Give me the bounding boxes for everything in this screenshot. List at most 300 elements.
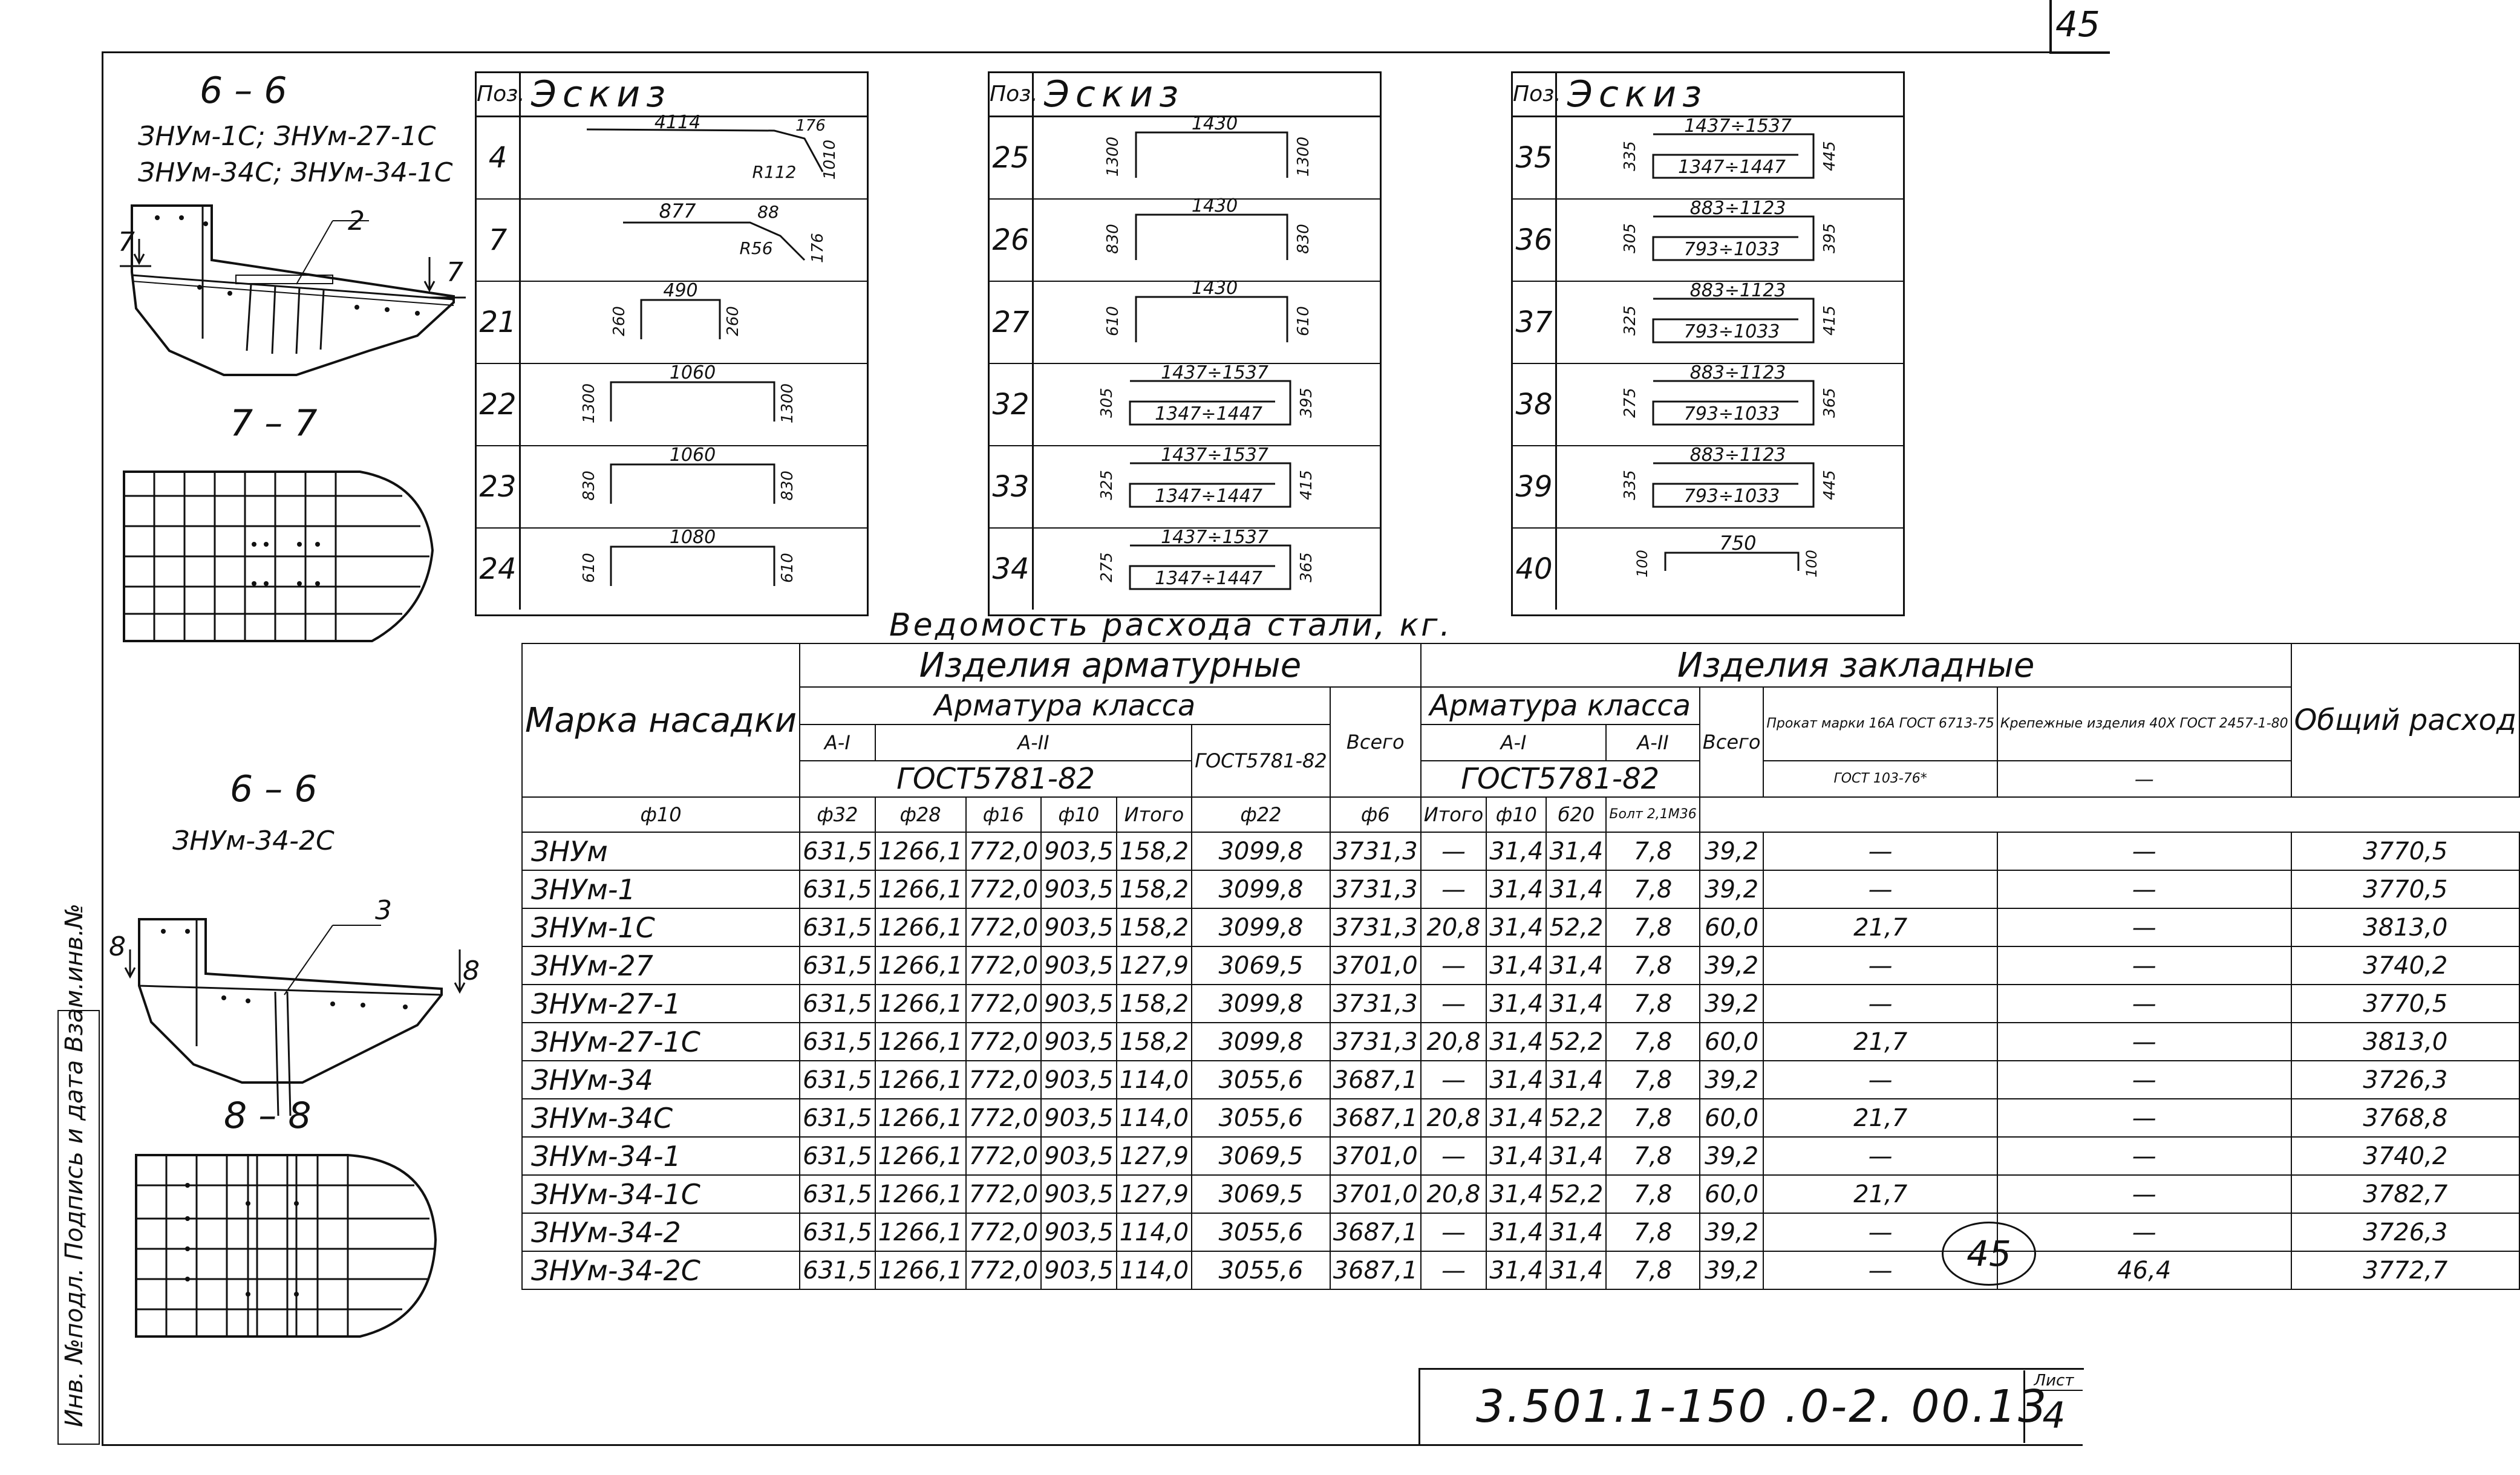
- sketch-row: [990, 364, 1380, 446]
- subheader-arm-2: ф28: [875, 797, 966, 832]
- dimension-label: 883÷1123: [1689, 362, 1786, 383]
- table-cell: 772,0: [966, 1137, 1042, 1175]
- table-cell: 3069,5: [1192, 1175, 1330, 1213]
- table-cell: 52,2: [1546, 908, 1606, 946]
- dimension-label: 1430: [1191, 113, 1238, 134]
- table-cell: 7,8: [1606, 832, 1699, 870]
- subheader-zakl-3: ф10: [1486, 797, 1546, 832]
- sketch-position-number: 37: [1513, 282, 1557, 363]
- table-cell: —: [1763, 946, 1997, 985]
- table-cell: —: [1763, 1137, 1997, 1175]
- sketch-row: [990, 113, 1380, 200]
- table-cell: 3055,6: [1192, 1099, 1330, 1137]
- table-cell: 60,0: [1700, 1099, 1764, 1137]
- header-gost103: ГОСТ 103-76*: [1763, 761, 1997, 797]
- dimension-label: 830: [1104, 224, 1122, 254]
- table-cell: 903,5: [1041, 1175, 1117, 1213]
- table-cell: 1266,1: [875, 1061, 966, 1099]
- sketch-row: [477, 529, 867, 610]
- table-cell: 903,5: [1041, 985, 1117, 1023]
- sketch-drawing: [520, 529, 865, 610]
- table-cell: 7,8: [1606, 1175, 1699, 1213]
- sketch-drawing: [520, 282, 865, 363]
- table-cell: 903,5: [1041, 1251, 1117, 1289]
- table-cell: 7,8: [1606, 1137, 1699, 1175]
- sketch-position-number: 22: [477, 364, 521, 445]
- dimension-label: 1430: [1191, 195, 1238, 217]
- dimension-label: 395: [1821, 223, 1839, 253]
- table-row: [522, 946, 2519, 985]
- sketch-row: [477, 112, 867, 200]
- dimension-label: 1437÷1537: [1161, 444, 1268, 466]
- table-cell: 631,5: [800, 870, 875, 908]
- subheader-arm-1: ф32: [800, 797, 875, 832]
- dimension-label: 1300: [779, 383, 797, 424]
- dimension-label: 415: [1821, 305, 1839, 336]
- table-cell: 31,4: [1546, 870, 1606, 908]
- dimension-label: 305: [1621, 223, 1639, 253]
- row-mark: ЗНУм-27: [522, 946, 800, 985]
- section-6-6b-line1: ЗНУм-34-2С: [172, 825, 335, 856]
- dimension-label: 1060: [669, 362, 716, 383]
- table-cell: 7,8: [1606, 870, 1699, 908]
- dimension-label: 830: [580, 471, 598, 501]
- table-cell: 60,0: [1700, 1175, 1764, 1213]
- table-cell: 127,9: [1117, 1175, 1192, 1213]
- sketch-position-number: 32: [990, 364, 1034, 445]
- dimension-label: 793÷1033: [1683, 239, 1780, 260]
- table-cell: 46,4: [1997, 1251, 2291, 1289]
- table-cell: 31,4: [1546, 1137, 1606, 1175]
- table-cell: 3687,1: [1330, 1099, 1421, 1137]
- table-cell: 3099,8: [1192, 832, 1330, 870]
- table-cell: —: [1997, 870, 2291, 908]
- table-cell: 31,4: [1486, 1213, 1546, 1251]
- table-cell: 39,2: [1700, 1137, 1764, 1175]
- table-cell: —: [1421, 946, 1487, 985]
- dimension-label: 610: [580, 553, 598, 583]
- row-mark: ЗНУм: [522, 832, 800, 870]
- table-row: [522, 1061, 2519, 1099]
- table-cell: —: [1421, 1213, 1487, 1251]
- dimension-label: 1060: [669, 444, 716, 466]
- table-cell: 3055,6: [1192, 1213, 1330, 1251]
- section-6-6-cut-left: 7: [118, 227, 135, 258]
- sketch-position-number: 33: [990, 446, 1034, 527]
- row-mark: ЗНУм-34-1: [522, 1137, 800, 1175]
- dimension-label: 445: [1821, 141, 1839, 171]
- table-row: [522, 1175, 2519, 1213]
- table-cell: 3099,8: [1192, 870, 1330, 908]
- sketch-table-3: [1511, 71, 1905, 616]
- sketch-drawing: [1556, 529, 1901, 610]
- sketch-position-number: 23: [477, 446, 521, 527]
- table-cell: 3731,3: [1330, 870, 1421, 908]
- table-row: [522, 1023, 2519, 1061]
- table-cell: 31,4: [1486, 985, 1546, 1023]
- dimension-label: 830: [779, 471, 797, 501]
- section-6-6-line1: ЗНУм-1С; ЗНУм-27-1С: [138, 121, 436, 152]
- table-cell: 20,8: [1421, 1023, 1487, 1061]
- table-cell: 1266,1: [875, 1099, 966, 1137]
- dimension-label: 610: [779, 553, 797, 583]
- dimension-label: 176: [809, 233, 827, 263]
- header-a2: А-II: [875, 724, 1192, 761]
- sketch-line: [1136, 297, 1287, 342]
- dimension-label: 88: [757, 202, 779, 222]
- table-cell: —: [1997, 1061, 2291, 1099]
- table-cell: 3740,2: [2291, 946, 2519, 985]
- header-prokat: Прокат марки 16А ГОСТ 6713-75: [1763, 687, 1997, 761]
- sketch-row: [477, 364, 867, 446]
- dimension-label: 445: [1821, 470, 1839, 500]
- table-cell: 39,2: [1700, 870, 1764, 908]
- table-cell: 903,5: [1041, 1213, 1117, 1251]
- table-cell: 7,8: [1606, 946, 1699, 985]
- section-6-6-line2: ЗНУм-34С; ЗНУм-34-1С: [138, 157, 453, 188]
- table-cell: 31,4: [1486, 1023, 1546, 1061]
- table-cell: 52,2: [1546, 1023, 1606, 1061]
- table-cell: 52,2: [1546, 1175, 1606, 1213]
- steel-table-caption: Ведомость расхода стали, кг.: [889, 607, 1453, 643]
- sketch-header: Эскиз: [1567, 73, 1708, 116]
- row-mark: ЗНУм-34-2С: [522, 1251, 800, 1289]
- table-cell: —: [1421, 1251, 1487, 1289]
- sketch-line: [1136, 132, 1287, 178]
- table-cell: —: [1763, 1213, 1997, 1251]
- table-cell: 7,8: [1606, 1251, 1699, 1289]
- subheader-arm-0: ф10: [522, 797, 800, 832]
- table-cell: 772,0: [966, 908, 1042, 946]
- table-cell: 3726,3: [2291, 1213, 2519, 1251]
- dimension-label: 260: [610, 306, 628, 336]
- table-cell: 20,8: [1421, 1099, 1487, 1137]
- sheet-number: 4: [2042, 1395, 2066, 1437]
- sketch-drawing: [520, 200, 865, 281]
- table-cell: 1266,1: [875, 1213, 966, 1251]
- sketch-row: [990, 529, 1380, 610]
- table-cell: —: [1997, 985, 2291, 1023]
- subheader-prokat: б20: [1546, 797, 1606, 832]
- section-6-6-drawing: [115, 194, 472, 393]
- table-cell: 52,2: [1546, 1099, 1606, 1137]
- dimension-label: 1347÷1447: [1678, 157, 1786, 178]
- table-cell: 631,5: [800, 1061, 875, 1099]
- dimension-label: 305: [1098, 388, 1116, 418]
- sketch-drawing: [520, 446, 865, 527]
- sketch-row: [1513, 446, 1903, 529]
- page-number: 45: [2055, 4, 2100, 45]
- sketch-line: [611, 464, 774, 504]
- table-cell: 3782,7: [2291, 1175, 2519, 1213]
- header-zakl-total: Всего: [1700, 687, 1764, 797]
- sketch-pos-header: Поз.: [990, 73, 1034, 116]
- table-cell: 903,5: [1041, 1099, 1117, 1137]
- subheader-arm-4: ф10: [1041, 797, 1117, 832]
- table-cell: —: [1421, 870, 1487, 908]
- table-cell: 21,7: [1763, 908, 1997, 946]
- table-row: [522, 832, 2519, 870]
- section-6-6b-callout: 3: [375, 895, 392, 926]
- header-zakl-a2: А-II: [1606, 724, 1699, 761]
- table-cell: 21,7: [1763, 1099, 1997, 1137]
- table-cell: —: [1997, 1023, 2291, 1061]
- table-cell: —: [1763, 1251, 1997, 1289]
- header-zakl-gost: ГОСТ5781-82: [1421, 761, 1700, 797]
- table-cell: 7,8: [1606, 1061, 1699, 1099]
- header-arm-gost: ГОСТ5781-82: [800, 761, 1192, 797]
- header-embedded-items: Изделия закладные: [1421, 643, 2291, 687]
- table-cell: 31,4: [1486, 1137, 1546, 1175]
- subheader-arm-3: ф16: [966, 797, 1042, 832]
- table-cell: 3813,0: [2291, 908, 2519, 946]
- sketch-position-number: 40: [1513, 529, 1557, 610]
- steel-consumption-table: [521, 643, 2520, 1290]
- table-cell: 31,4: [1546, 1251, 1606, 1289]
- sketch-drawing: [1033, 113, 1378, 198]
- table-cell: 39,2: [1700, 1251, 1764, 1289]
- dimension-label: 260: [724, 306, 742, 336]
- table-cell: 903,5: [1041, 1137, 1117, 1175]
- dimension-label: 415: [1298, 470, 1316, 500]
- table-cell: 3813,0: [2291, 1023, 2519, 1061]
- table-cell: —: [1997, 946, 2291, 985]
- table-cell: 31,4: [1546, 1213, 1606, 1251]
- header-common: Общий расход: [2291, 643, 2519, 797]
- table-cell: 21,7: [1763, 1175, 1997, 1213]
- table-cell: 631,5: [800, 1099, 875, 1137]
- table-cell: 631,5: [800, 1175, 875, 1213]
- table-cell: 114,0: [1117, 1213, 1192, 1251]
- sketch-row: [1513, 364, 1903, 446]
- dimension-label: 1300: [1294, 136, 1313, 177]
- table-cell: 7,8: [1606, 908, 1699, 946]
- table-cell: 114,0: [1117, 1251, 1192, 1289]
- table-cell: 3069,5: [1192, 946, 1330, 985]
- table-cell: 7,8: [1606, 1099, 1699, 1137]
- header-fasteners: Крепежные изделия 40Х ГОСТ 2457-1-80: [1997, 687, 2291, 761]
- dimension-label: 275: [1098, 552, 1116, 582]
- table-cell: 39,2: [1700, 832, 1764, 870]
- table-cell: 3099,8: [1192, 1023, 1330, 1061]
- sketch-position-number: 34: [990, 529, 1034, 610]
- dimension-label: 365: [1298, 552, 1316, 582]
- table-cell: 20,8: [1421, 908, 1487, 946]
- table-cell: —: [1763, 1061, 1997, 1099]
- sketch-position-number: 26: [990, 200, 1034, 281]
- sketch-drawing: [1556, 282, 1901, 363]
- header-zakl-arm-class: Арматура класса: [1421, 687, 1700, 724]
- dimension-label: 750: [1719, 532, 1757, 555]
- section-6-6b-cut-left: 8: [109, 931, 126, 962]
- table-row: [522, 985, 2519, 1023]
- table-cell: —: [1421, 985, 1487, 1023]
- table-cell: —: [1763, 985, 1997, 1023]
- section-6-6-cut-right: 7: [446, 257, 463, 288]
- sketch-position-number: 7: [477, 200, 521, 281]
- dimension-label: 883÷1123: [1689, 444, 1786, 466]
- sketch-position-number: 24: [477, 529, 521, 610]
- sketch-drawing: [1033, 446, 1378, 527]
- table-cell: 158,2: [1117, 908, 1192, 946]
- table-cell: 60,0: [1700, 1023, 1764, 1061]
- table-cell: 3099,8: [1192, 985, 1330, 1023]
- table-cell: 3687,1: [1330, 1061, 1421, 1099]
- header-mark: Марка насадки: [522, 643, 800, 797]
- table-cell: 1266,1: [875, 832, 966, 870]
- sketch-position-number: 35: [1513, 117, 1557, 198]
- table-cell: 903,5: [1041, 946, 1117, 985]
- table-cell: 1266,1: [875, 1175, 966, 1213]
- sketch-position-number: 27: [990, 282, 1034, 363]
- sketch-drawing: [1556, 200, 1901, 281]
- circled-page-stamp: 45: [1942, 1222, 2036, 1286]
- table-cell: 31,4: [1486, 1175, 1546, 1213]
- table-cell: 1266,1: [875, 870, 966, 908]
- section-8-8-drawing: [130, 1149, 445, 1349]
- table-cell: —: [1763, 870, 1997, 908]
- table-cell: —: [1763, 832, 1997, 870]
- sketch-row: [990, 278, 1380, 364]
- section-7-7-title: 7 – 7: [230, 402, 318, 444]
- section-6-6b-cut-right: 8: [463, 956, 480, 986]
- table-cell: 31,4: [1486, 1251, 1546, 1289]
- section-7-7-drawing: [118, 460, 445, 647]
- table-cell: 31,4: [1546, 946, 1606, 985]
- dimension-label: 100: [1634, 550, 1651, 578]
- row-mark: ЗНУм-1С: [522, 908, 800, 946]
- table-cell: 3726,3: [2291, 1061, 2519, 1099]
- table-cell: —: [1997, 1213, 2291, 1251]
- sketch-drawing: [1556, 364, 1901, 445]
- dimension-label: 883÷1123: [1689, 280, 1786, 301]
- sketch-drawing: [1033, 195, 1378, 281]
- sketch-position-number: 21: [477, 282, 521, 363]
- table-cell: 3731,3: [1330, 908, 1421, 946]
- row-mark: ЗНУм-1: [522, 870, 800, 908]
- sketch-pos-header: Поз.: [477, 73, 521, 116]
- table-cell: —: [1997, 832, 2291, 870]
- sketch-drawing: [1556, 446, 1901, 527]
- table-cell: 3770,5: [2291, 870, 2519, 908]
- table-cell: —: [1997, 1137, 2291, 1175]
- table-row: [522, 1251, 2519, 1289]
- sketch-row: [1513, 200, 1903, 282]
- table-cell: 631,5: [800, 1023, 875, 1061]
- dimension-label: 793÷1033: [1683, 321, 1780, 342]
- dimension-label: 1347÷1447: [1155, 486, 1262, 507]
- dimension-label: 793÷1033: [1683, 403, 1780, 425]
- table-cell: 1266,1: [875, 985, 966, 1023]
- table-cell: 1266,1: [875, 1023, 966, 1061]
- sketch-drawing: [1033, 364, 1378, 445]
- table-cell: 3099,8: [1192, 908, 1330, 946]
- table-cell: 772,0: [966, 1175, 1042, 1213]
- dimension-label: 1347÷1447: [1155, 403, 1262, 425]
- table-cell: 39,2: [1700, 1061, 1764, 1099]
- dimension-label: 325: [1098, 470, 1116, 500]
- sketch-line: [623, 223, 805, 260]
- table-cell: 3768,8: [2291, 1099, 2519, 1137]
- table-cell: 31,4: [1546, 832, 1606, 870]
- table-cell: 631,5: [800, 985, 875, 1023]
- table-cell: 772,0: [966, 1023, 1042, 1061]
- dimension-label: 1430: [1191, 278, 1238, 299]
- table-cell: 3687,1: [1330, 1213, 1421, 1251]
- table-cell: 7,8: [1606, 1023, 1699, 1061]
- sketch-pos-header: Поз.: [1513, 73, 1557, 116]
- table-cell: 903,5: [1041, 832, 1117, 870]
- sketch-position-number: 38: [1513, 364, 1557, 445]
- sketch-line: [611, 382, 774, 422]
- dimension-label: 1300: [1104, 136, 1122, 177]
- table-cell: 631,5: [800, 832, 875, 870]
- section-6-6-callout: 2: [348, 206, 365, 236]
- table-cell: 31,4: [1486, 908, 1546, 946]
- table-cell: —: [1997, 1175, 2291, 1213]
- dimension-label: 1010: [821, 139, 839, 180]
- table-cell: 1266,1: [875, 1251, 966, 1289]
- sketch-row: [990, 446, 1380, 529]
- table-cell: 3731,3: [1330, 1023, 1421, 1061]
- sketch-row: [1513, 117, 1903, 200]
- sketch-table-2: [988, 71, 1382, 616]
- dimension-label: 4114: [654, 112, 701, 133]
- sketch-table-1: [475, 71, 869, 616]
- sketch-table-header: [1513, 73, 1903, 117]
- table-row: [522, 1213, 2519, 1251]
- section-6-6b-title: 6 – 6: [230, 768, 318, 810]
- table-cell: 903,5: [1041, 1023, 1117, 1061]
- table-cell: 31,4: [1546, 1061, 1606, 1099]
- table-cell: 3770,5: [2291, 985, 2519, 1023]
- header-dash: —: [1997, 761, 2291, 797]
- stamp-strip-text: Инв. №подл. Подпись и дата Взам.инв.№: [60, 903, 88, 1427]
- table-cell: 158,2: [1117, 1023, 1192, 1061]
- sketch-drawing: [1033, 278, 1378, 363]
- dimension-label: 490: [663, 280, 698, 301]
- table-cell: 127,9: [1117, 946, 1192, 985]
- table-cell: 3701,0: [1330, 1137, 1421, 1175]
- sketch-line: [1136, 215, 1287, 260]
- row-mark: ЗНУм-34-2: [522, 1213, 800, 1251]
- sheet-label: Лист: [2025, 1372, 2083, 1391]
- table-cell: —: [1997, 908, 2291, 946]
- table-cell: 20,8: [1421, 1175, 1487, 1213]
- table-cell: 3069,5: [1192, 1137, 1330, 1175]
- sketch-row: [477, 446, 867, 529]
- dimension-label: 365: [1821, 388, 1839, 418]
- table-cell: 39,2: [1700, 946, 1764, 985]
- row-mark: ЗНУм-34-1С: [522, 1175, 800, 1213]
- table-cell: 631,5: [800, 946, 875, 985]
- table-cell: 127,9: [1117, 1137, 1192, 1175]
- sketch-header: Эскиз: [1044, 73, 1185, 116]
- sketch-row: [1513, 282, 1903, 364]
- row-mark: ЗНУм-27-1С: [522, 1023, 800, 1061]
- subheader-zakl-2: Итого: [1421, 797, 1487, 832]
- subheader-arm-5: Итого: [1117, 797, 1192, 832]
- sketch-drawing: [520, 364, 865, 445]
- table-cell: 39,2: [1700, 1213, 1764, 1251]
- table-cell: 903,5: [1041, 870, 1117, 908]
- sketch-drawing: [1556, 117, 1901, 198]
- header-arm-total: Всего: [1330, 687, 1421, 797]
- table-cell: 158,2: [1117, 870, 1192, 908]
- row-mark: ЗНУм-34: [522, 1061, 800, 1099]
- table-cell: 631,5: [800, 908, 875, 946]
- header-arm-items: Изделия арматурные: [800, 643, 1421, 687]
